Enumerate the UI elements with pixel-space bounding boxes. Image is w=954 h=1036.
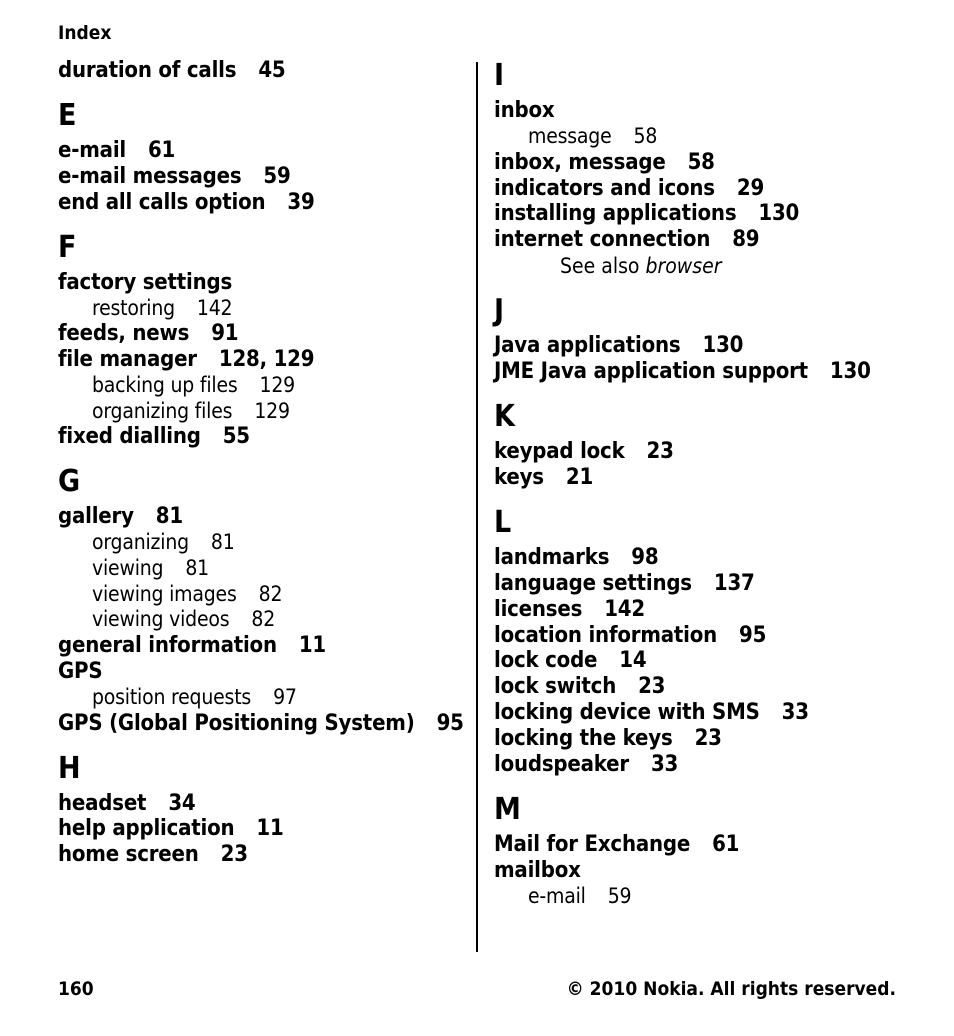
section-letter: F (58, 229, 77, 265)
entry-term: Java applications (494, 333, 681, 359)
page-reference: 130 (758, 201, 800, 227)
entry-term: message (528, 123, 612, 148)
entry-term: end all calls option (58, 189, 266, 215)
page-reference: 81 (185, 555, 209, 580)
index-entry (494, 726, 934, 752)
index-entry (494, 465, 934, 491)
index-subentry (58, 373, 468, 399)
page-reference: 97 (273, 684, 297, 709)
entry-term: inbox (494, 98, 555, 123)
entry-term: lock switch (494, 674, 617, 700)
entry-term: locking the keys (494, 726, 673, 752)
index-entry (494, 700, 934, 726)
index-entry (494, 176, 934, 202)
section-letter: J (494, 293, 505, 329)
entry-term: viewing videos (92, 607, 230, 632)
index-entry (494, 571, 934, 597)
index-entry (58, 190, 468, 216)
entry-term: e-mail (528, 883, 586, 908)
index-entry (494, 648, 934, 674)
index-entry (494, 597, 934, 623)
page-reference: 89 (732, 227, 760, 253)
index-entry (58, 711, 468, 737)
page-reference: 59 (607, 883, 632, 908)
index-entry (494, 98, 934, 124)
entry-term: duration of calls (58, 58, 237, 83)
entry-term: loudspeaker (494, 752, 629, 778)
page-reference: 55 (222, 424, 250, 450)
index-entry (494, 752, 934, 778)
section-letter: L (494, 504, 512, 540)
page-reference: 39 (287, 189, 315, 215)
page-reference: 130 (829, 359, 871, 385)
index-column-left (58, 58, 468, 868)
index-entry (494, 545, 934, 571)
index-entry (494, 674, 934, 700)
page-reference: 58 (687, 149, 715, 175)
entry-term: landmarks (494, 544, 610, 570)
index-entry (58, 424, 468, 450)
index-subentry (58, 582, 468, 608)
page-reference: 129 (259, 373, 295, 398)
entry-term: mailbox (494, 857, 581, 883)
index-entry (58, 164, 468, 190)
see-also-label: See also (560, 254, 640, 279)
index-entry (58, 58, 468, 84)
index-entry (58, 504, 468, 530)
index-subentry (58, 530, 468, 556)
entry-term: GPS (58, 658, 103, 684)
index-subentry (494, 124, 934, 150)
index-entry (494, 333, 934, 359)
index-entry (494, 858, 934, 884)
entry-term: GPS (Global Positioning System) (58, 710, 415, 736)
index-subentry (494, 884, 934, 910)
page-number: 160 (58, 978, 94, 1000)
entry-term: indicators and icons (494, 175, 715, 201)
entry-term: keypad lock (494, 439, 625, 465)
page-reference: 33 (781, 700, 809, 726)
section-letter: H (58, 750, 81, 786)
page-reference: 95 (436, 710, 464, 736)
section-letter: G (58, 464, 81, 500)
page-reference: 59 (263, 163, 291, 189)
entry-term: inbox, message (494, 149, 666, 175)
entry-term: position requests (92, 684, 252, 709)
index-entry (494, 359, 934, 385)
page-reference: 23 (646, 439, 674, 465)
entry-term: backing up files (92, 373, 238, 398)
entry-term: locking device with SMS (494, 700, 760, 726)
entry-term: feeds, news (58, 321, 190, 347)
page-reference: 33 (650, 752, 679, 778)
page-reference: 45 (258, 58, 286, 83)
index-entry (58, 816, 468, 842)
page-reference: 98 (631, 544, 659, 570)
page-reference: 81 (210, 530, 235, 555)
page-reference: 142 (196, 295, 233, 320)
section-letter: M (494, 792, 521, 828)
index-subentry (58, 685, 468, 711)
page-reference: 21 (565, 464, 594, 490)
index-entry (494, 623, 934, 649)
index-column-right (494, 58, 934, 910)
page-reference: 23 (638, 674, 666, 700)
running-header: Index (58, 22, 112, 44)
page-reference: 91 (211, 321, 239, 347)
entry-term: gallery (58, 504, 134, 530)
index-subentry (58, 607, 468, 633)
entry-term: location information (494, 622, 718, 648)
entry-term: lock code (494, 648, 598, 674)
entry-term: fixed dialling (58, 424, 201, 450)
page-reference: 95 (739, 622, 767, 648)
index-entry (58, 633, 468, 659)
entry-term: Mail for Exchange (494, 832, 691, 858)
index-entry (494, 832, 934, 858)
index-entry (58, 270, 468, 296)
index-entry (58, 347, 468, 373)
copyright-notice: © 2010 Nokia. All rights reserved. (566, 978, 896, 1000)
entry-term: home screen (58, 842, 199, 868)
index-entry (494, 227, 934, 253)
column-divider (476, 62, 478, 952)
index-entry (494, 201, 934, 227)
index-subentry (58, 399, 468, 425)
page-reference: 11 (256, 816, 284, 842)
entry-term: general information (58, 633, 277, 659)
index-entry (58, 138, 468, 164)
page-reference: 61 (712, 832, 740, 858)
entry-term: installing applications (494, 201, 737, 227)
index-subentry (58, 556, 468, 582)
page-reference: 142 (604, 596, 645, 622)
page-reference: 23 (694, 726, 722, 752)
index-entry (58, 321, 468, 347)
entry-term: factory settings (58, 269, 233, 295)
page-reference: 29 (736, 175, 765, 201)
entry-term: keys (494, 464, 544, 490)
index-entry (494, 150, 934, 176)
see-also-reference (494, 253, 934, 279)
index-subentry (58, 296, 468, 322)
entry-term: JME Java application support (494, 359, 808, 385)
entry-term: file manager (58, 347, 197, 373)
entry-term: restoring (92, 295, 175, 320)
page-reference: 137 (713, 570, 755, 596)
page-reference: 130 (702, 333, 744, 359)
entry-term: help application (58, 816, 235, 842)
page-reference: 81 (155, 504, 183, 530)
index-entry (58, 842, 468, 868)
entry-term: language settings (494, 570, 692, 596)
entry-term: organizing (92, 530, 189, 555)
page-reference: 11 (298, 633, 327, 659)
entry-term: licenses (494, 596, 583, 622)
index-entry (58, 659, 468, 685)
entry-term: e-mail (58, 137, 126, 163)
entry-term: viewing images (92, 581, 237, 606)
page-reference: 82 (258, 581, 283, 606)
index-entry (58, 791, 468, 817)
entry-term: headset (58, 790, 147, 816)
section-letter: E (58, 97, 77, 133)
page-reference: 61 (147, 137, 176, 163)
page-reference: 14 (619, 648, 647, 674)
index-entry (494, 439, 934, 465)
page-reference: 23 (220, 842, 248, 868)
section-letter: I (494, 58, 505, 93)
page-reference: 58 (633, 123, 658, 148)
page-reference: 128, 129 (218, 347, 315, 373)
entry-term: viewing (92, 555, 164, 580)
section-letter: K (494, 399, 515, 435)
entry-term: organizing files (92, 398, 233, 423)
page-reference: 82 (251, 607, 276, 632)
entry-term: internet connection (494, 227, 711, 253)
page-reference: 34 (168, 790, 196, 816)
entry-term: e-mail messages (58, 163, 242, 189)
see-also-target: browser (645, 254, 722, 279)
page-reference: 129 (254, 398, 290, 423)
